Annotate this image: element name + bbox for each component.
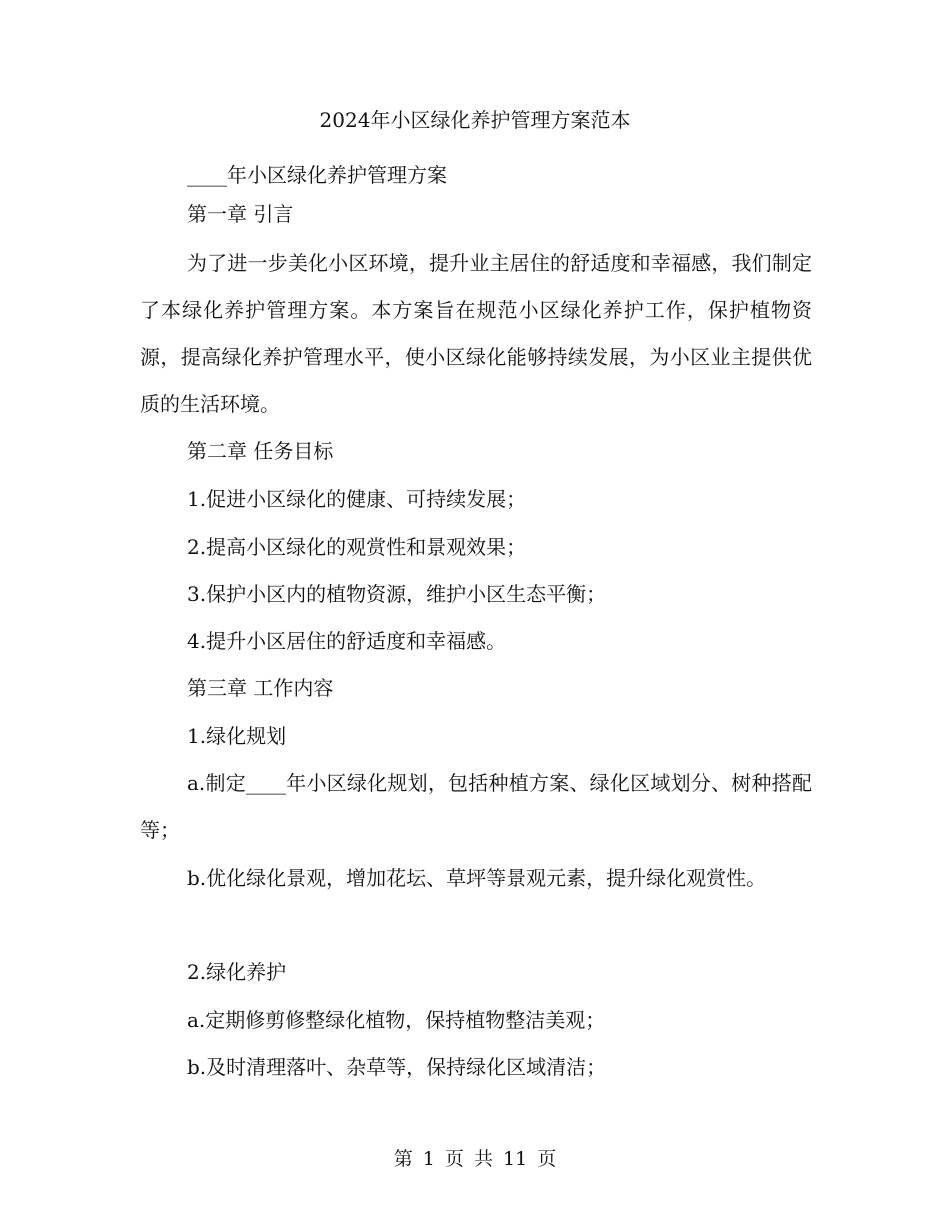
section-heading-planning: 1.绿化规划 — [187, 724, 287, 748]
paragraph-plan-heading: ____年小区绿化养护管理方案 — [187, 163, 447, 187]
list-item-goal-4: 4.提升小区居住的舒适度和幸福感。 — [187, 629, 507, 653]
list-item-planning-a: a.制定____年小区绿化规划，包括种植方案、绿化区域划分、树种搭配等； — [140, 771, 812, 842]
chapter-heading-1: 第一章 引言 — [187, 202, 294, 226]
chapter-heading-3: 第三章 工作内容 — [187, 676, 334, 700]
list-item-maintenance-a: a.定期修剪修整绿化植物，保持植物整洁美观； — [187, 1008, 606, 1032]
page-footer: 第 1 页 共 11 页 — [393, 1148, 557, 1170]
chapter-heading-2: 第二章 任务目标 — [187, 439, 334, 463]
list-item-planning-b: b.优化绿化景观，增加花坛、草坪等景观元素，提升绿化观赏性。 — [187, 866, 767, 890]
paragraph-introduction: 为了进一步美化小区环境，提升业主居住的舒适度和幸福感，我们制定了本绿化养护管理方案。本方案旨在规范小区绿化养护工作，保护植物资源，提高绿化养护管理水平，使小区绿化能够持续发展，为小区业主提供优质的生活环境。 — [140, 251, 812, 416]
document-title: 2024年小区绿化养护管理方案范本 — [319, 108, 631, 132]
list-item-goal-3: 3.保护小区内的植物资源，维护小区生态平衡； — [187, 582, 607, 606]
section-heading-maintenance: 2.绿化养护 — [187, 960, 287, 984]
list-item-goal-1: 1.促进小区绿化的健康、可持续发展； — [187, 487, 527, 511]
list-item-maintenance-b: b.及时清理落叶、杂草等，保持绿化区域清洁； — [187, 1055, 607, 1079]
list-item-goal-2: 2.提高小区绿化的观赏性和景观效果； — [187, 535, 527, 559]
